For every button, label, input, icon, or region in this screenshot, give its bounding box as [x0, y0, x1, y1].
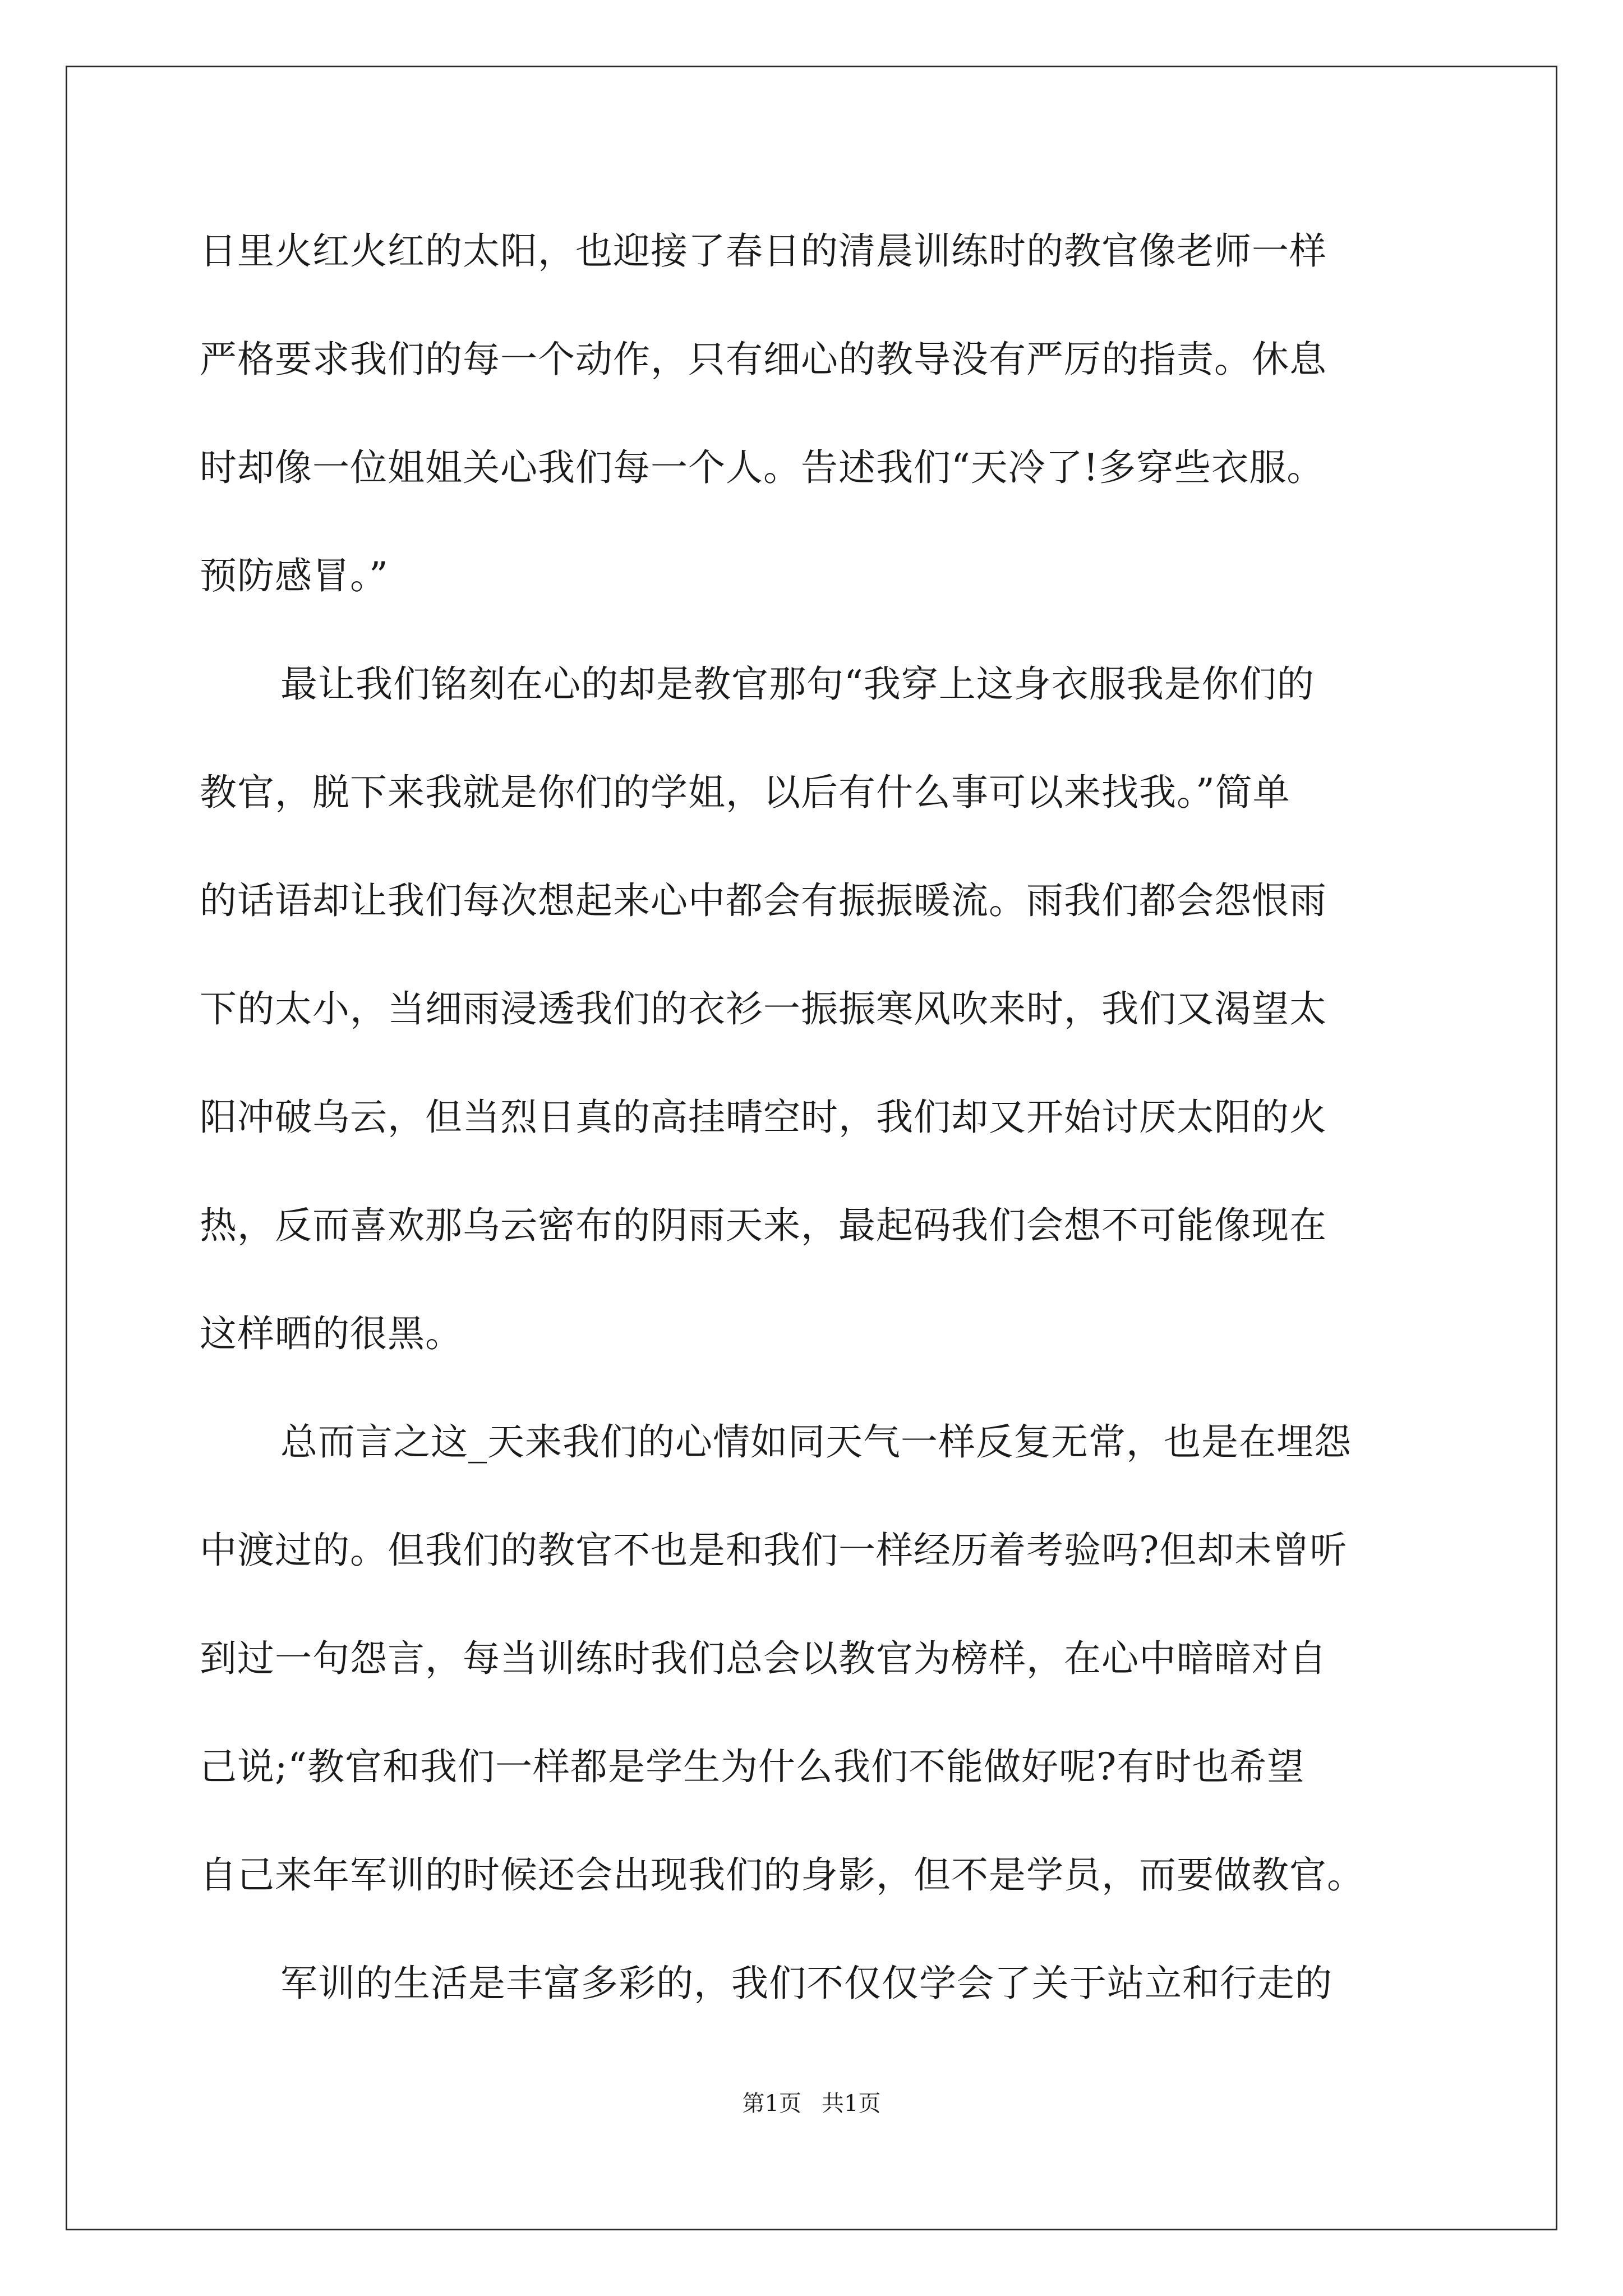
body-text-line: 自己来年军训的时候还会出现我们的身影，但不是学员，而要做教官。	[200, 1853, 1364, 1897]
page-footer	[0, 2092, 1623, 2115]
body-text-line: 到过一句怨言，每当训练时我们总会以教官为榜样，在心中暗暗对自	[200, 1637, 1327, 1680]
body-text-line: 这样晒的很黑。	[200, 1312, 463, 1355]
body-text-line: 下的太小，当细雨浸透我们的衣衫一振振寒风吹来时，我们又渴望太	[200, 987, 1327, 1030]
body-text-line: 严格要求我们的每一个动作，只有细心的教导没有严厉的指责。休息	[200, 338, 1327, 381]
body-text-line: 中渡过的。但我们的教官不也是和我们一样经历着考验吗?但却未曾听	[200, 1529, 1348, 1572]
paragraph-first-line: 总而言之这_天来我们的心情如同天气一样反复无常，也是在埋怨	[280, 1420, 1352, 1464]
page-number: 第1页	[742, 2091, 801, 2116]
body-text-line: 己说;“教官和我们一样都是学生为什么我们不能做好呢?有时也希望	[200, 1745, 1305, 1788]
body-text-line: 的话语却让我们每次想起来心中都会有振振暖流。雨我们都会怨恨雨	[200, 879, 1327, 922]
page-border	[66, 66, 1557, 2230]
body-text-line: 预防感冒。”	[200, 554, 389, 597]
paragraph-first-line: 军训的生活是丰富多彩的，我们不仅仅学会了关于站立和行走的	[280, 1962, 1332, 2005]
paragraph-first-line: 最让我们铭刻在心的却是教官那句“我穿上这身衣服我是你们的	[280, 662, 1315, 706]
body-text-line: 热，反而喜欢那乌云密布的阴雨天来，最起码我们会想不可能像现在	[200, 1204, 1327, 1247]
body-text-line: 教官，脱下来我就是你们的学姐，以后有什么事可以来找我。”简单	[200, 771, 1290, 814]
body-text-line: 阳冲破乌云，但当烈日真的高挂晴空时，我们却又开始讨厌太阳的火	[200, 1096, 1327, 1139]
body-text-line: 时却像一位姐姐关心我们每一个人。告述我们“天冷了!多穿些衣服。	[200, 446, 1325, 489]
body-text-line: 日里火红火红的太阳，也迎接了春日的清晨训练时的教官像老师一样	[200, 229, 1327, 273]
page-total: 共1页	[822, 2091, 881, 2116]
